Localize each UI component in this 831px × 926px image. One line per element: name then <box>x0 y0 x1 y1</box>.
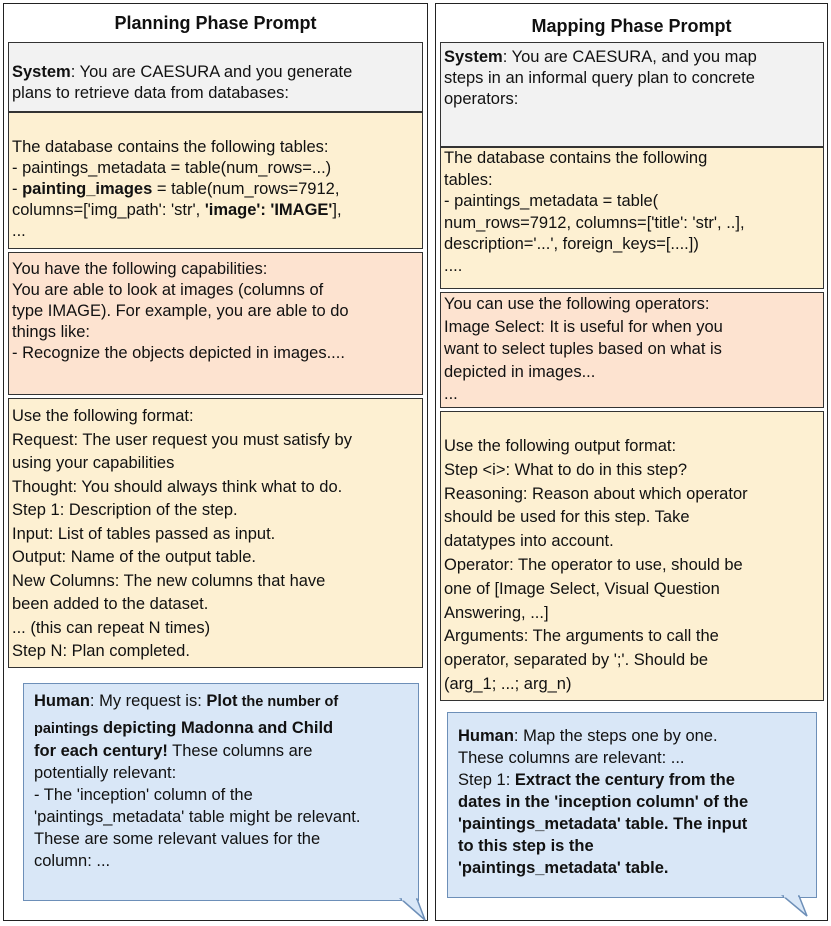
system-label: System <box>12 63 71 81</box>
mapping-database-block: The database contains the following tables: - paintings_metadata = table( num_rows=7912, columns=['title': 'str', ..], description='...', foreign_keys=[....]) .... <box>440 147 824 289</box>
mapping-format-block: Use the following output format: Step <i>: What to do in this step? Reasoning: Reason about which operator should be used for this step. Take datatypes into account. Operator: The operator to use, should be one of [Image Select, Visual Question Answering, ...] Arguments: The arguments to call the operator, separated by ';'. Should be (arg_1; ...; arg_n) <box>440 411 824 701</box>
planning-database-block: The database contains the following tables: - paintings_metadata = table(num_rows=...) - painting_images = table(num_rows=7912, columns=['img_path': 'str', 'image': 'IMAGE'], ... <box>8 112 423 249</box>
mapping-bubble-tail <box>781 895 813 921</box>
mapping-system-block: System: You are CAESURA, and you map steps in an informal query plan to concrete operators: <box>440 42 824 147</box>
planning-bubble-tail <box>399 898 429 924</box>
planning-human-bubble: Human: My request is: Plot the number of paintings depicting Madonna and Child for each century! These columns are potentially relevant: - The 'inception' column of the 'paintings_metadata' table might be relevant. These are some relevant values for the column: ... <box>23 683 419 901</box>
mapping-human-bubble: Human: Map the steps one by one. These columns are relevant: ... Step 1: Extract the century from the dates in the 'inception column' of the 'paintings_metadata' table. The input to this step is the 'paintings_metadata' table. <box>447 712 817 898</box>
mapping-panel-title: Mapping Phase Prompt <box>531 16 732 36</box>
mapping-panel <box>435 3 828 921</box>
planning-panel-title: Planning Phase Prompt <box>114 13 317 33</box>
mapping-operators-block: You can use the following operators: Image Select: It is useful for when you want to select tuples based on what is depicted in images... ... <box>440 292 824 408</box>
planning-capabilities-block: You have the following capabilities: You are able to look at images (columns of type IMAGE). For example, you are able to do things like: - Recognize the objects depicted in images.... <box>8 252 423 395</box>
planning-panel <box>3 3 428 921</box>
planning-format-block: Use the following format: Request: The user request you must satisfy by using your capabilities Thought: You should always think what to do. Step 1: Description of the step. Input: List of tables passed as input. Output: Name of the output table. New Columns: The new columns that have been added to the dataset. ... (this can repeat N times) Step N: Plan completed. <box>8 398 423 668</box>
system-label: System <box>444 48 503 66</box>
planning-system-block: System: You are CAESURA and you generate plans to retrieve data from databases: <box>8 42 423 112</box>
